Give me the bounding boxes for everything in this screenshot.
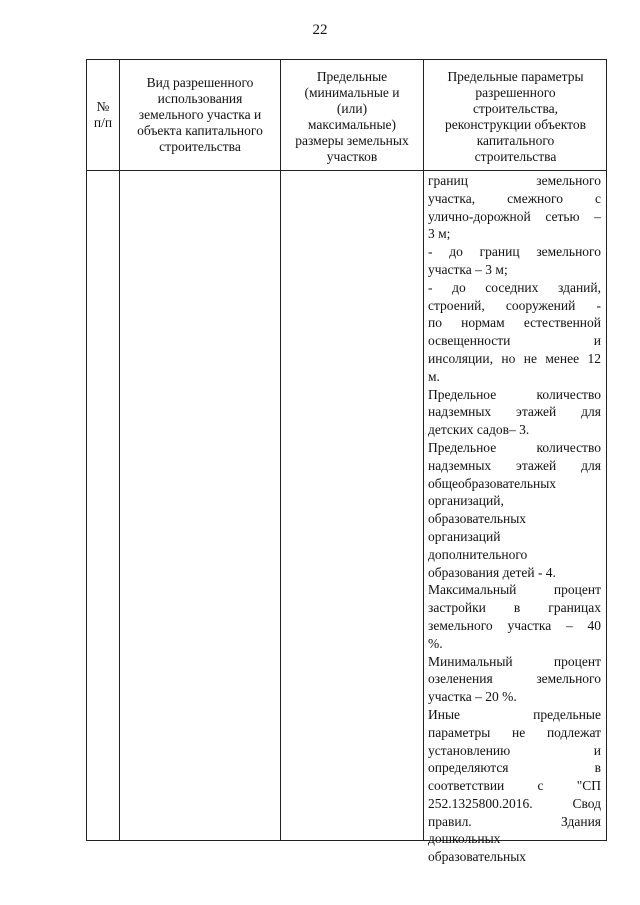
page-number: 22 — [312, 22, 328, 38]
text-line: соответствии с "СП — [428, 778, 601, 794]
text-line: правил. Здания — [428, 813, 601, 829]
text-line: организаций, — [428, 493, 504, 509]
text-line: Предельное количество — [428, 386, 601, 402]
text-line: строений, сооружений - — [428, 297, 601, 313]
text-line: Предельное количество — [428, 439, 601, 455]
header-use-type: Вид разрешенного использования земельного участка и объекта капитального строительства — [137, 75, 263, 154]
text-line: дополнительного — [428, 546, 528, 562]
text-line: озеленения земельного — [428, 671, 601, 687]
column-divider — [280, 60, 281, 840]
text-line: 252.1325800.2016. Свод — [428, 795, 601, 811]
text-line: Иные предельные — [428, 706, 601, 722]
text-line: по нормам естественной — [428, 315, 601, 331]
text-line: 3 м; — [428, 226, 451, 242]
column-divider — [423, 60, 424, 840]
text-line: застройки в границах — [428, 600, 601, 616]
text-line: участка, смежного с — [428, 190, 601, 206]
text-line: определяются в — [428, 760, 601, 776]
header-plot-sizes: Предельные (минимальные и (или) максимальные) размеры земельных участков — [295, 69, 409, 164]
text-line: - до соседних зданий, — [428, 279, 601, 295]
text-line: инсоляции, но не менее 12 — [428, 350, 601, 366]
params-cell-text — [428, 172, 601, 866]
regulations-table — [86, 59, 607, 865]
text-line: %. — [428, 635, 443, 651]
text-line: - до границ земельного — [428, 244, 601, 260]
header-params: Предельные параметры разрешенного строительства, реконструкции объектов капитального строительства — [444, 69, 587, 164]
text-line: освещенности и — [428, 333, 601, 349]
text-line: земельного участка – 40 — [428, 617, 601, 633]
header-num: № п/п — [93, 99, 113, 130]
text-line: Максимальный процент — [428, 582, 601, 598]
text-line: детских садов– 3. — [428, 422, 530, 438]
text-line: дошкольных — [428, 831, 501, 847]
text-line: м. — [428, 368, 440, 384]
text-line: участка – 20 %. — [428, 689, 517, 705]
text-line: улично-дорожной сетью – — [428, 208, 601, 224]
column-divider — [119, 60, 120, 840]
text-line: образовательных — [428, 849, 527, 865]
text-line: образования детей - 4. — [428, 564, 556, 580]
text-line: участка – 3 м; — [428, 261, 508, 277]
text-line: организаций — [428, 528, 501, 544]
text-line: общеобразовательных — [428, 475, 557, 491]
text-line: надземных этажей для — [428, 457, 601, 473]
text-line: Минимальный процент — [428, 653, 601, 669]
text-line: границ земельного — [428, 173, 601, 188]
text-line: параметры не подлежат — [428, 724, 601, 740]
text-line: образовательных — [428, 511, 527, 527]
text-line: надземных этажей для — [428, 404, 601, 420]
text-line: установлению и — [428, 742, 601, 758]
